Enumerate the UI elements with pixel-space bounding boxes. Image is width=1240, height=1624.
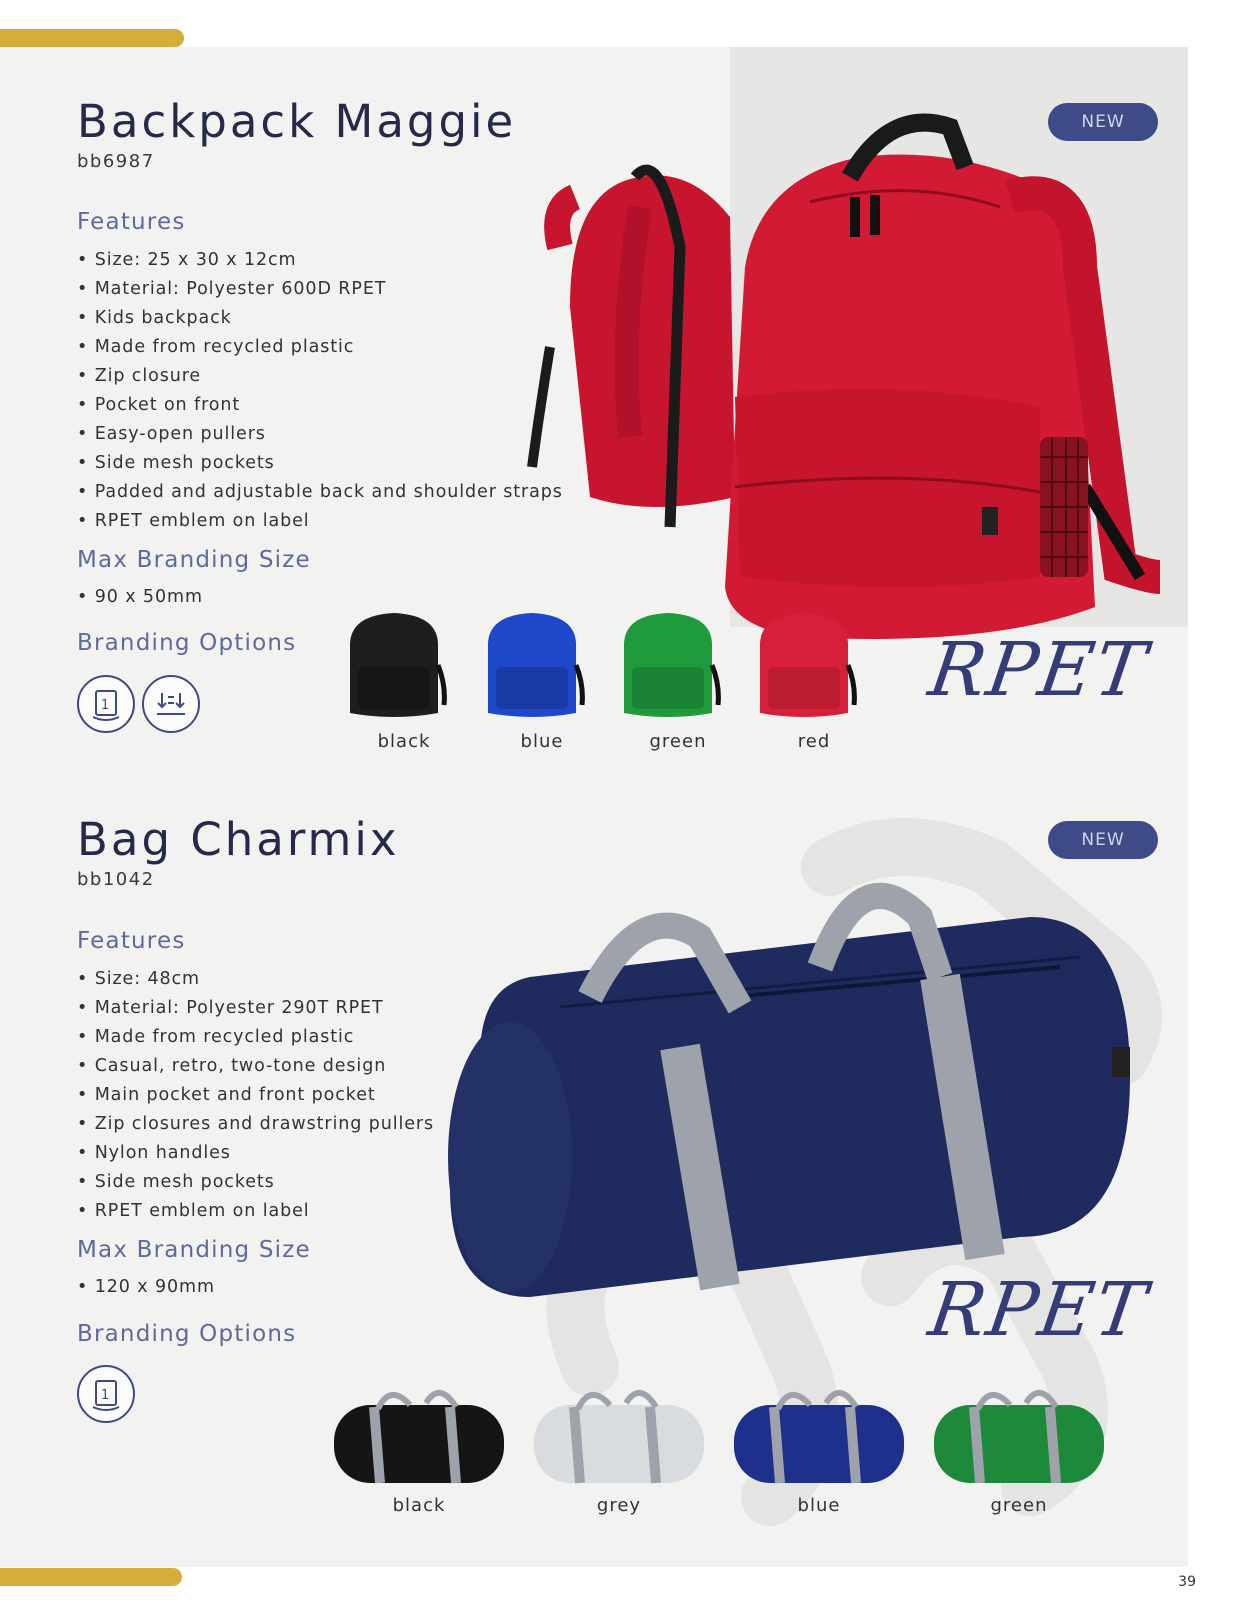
list-item: • Made from recycled plastic (77, 1023, 434, 1052)
list-item: • Zip closures and drawstring pullers (77, 1110, 434, 1139)
branding-options-heading: Branding Options (77, 1321, 297, 1347)
branding-size-value: • 90 x 50mm (77, 583, 203, 612)
list-item: • Zip closure (77, 362, 563, 391)
list-item: • Material: Polyester 290T RPET (77, 994, 434, 1023)
bottom-accent-bar (0, 1568, 182, 1586)
color-label-blue: blue (797, 1495, 841, 1516)
transfer-print-icon (142, 675, 200, 733)
swatch-blue (730, 1389, 908, 1489)
new-badge: NEW (1048, 103, 1158, 141)
branding-size-heading: Max Branding Size (77, 1237, 311, 1263)
list-item: • Casual, retro, two-tone design (77, 1052, 434, 1081)
print-on-fabric-icon (77, 675, 135, 733)
product-title: Backpack Maggie (77, 95, 517, 148)
product-title: Bag Charmix (77, 813, 400, 866)
list-item: • Easy-open pullers (77, 420, 563, 449)
branding-size-list (77, 583, 203, 612)
list-item: • Made from recycled plastic (77, 333, 563, 362)
features-heading: Features (77, 209, 186, 235)
top-accent-bar (0, 29, 184, 47)
list-item: • Nylon handles (77, 1139, 434, 1168)
rpet-logo: RPET (923, 627, 1153, 713)
list-item: • Kids backpack (77, 304, 563, 333)
color-label-grey: grey (596, 1495, 642, 1516)
backpack-main-image (520, 107, 1188, 647)
swatch-green (614, 605, 722, 725)
list-item: • Size: 25 x 30 x 12cm (77, 246, 563, 275)
rpet-logo: RPET (923, 1267, 1153, 1353)
print-on-fabric-icon (77, 1365, 135, 1423)
swatch-blue (478, 605, 586, 725)
product-bag-charmix (0, 787, 1188, 1567)
color-label-black: black (377, 731, 431, 752)
product-code: bb1042 (77, 869, 155, 890)
list-item: • Size: 48cm (77, 965, 434, 994)
swatch-black (340, 605, 448, 725)
list-item: • RPET emblem on label (77, 1197, 434, 1226)
branding-size-heading: Max Branding Size (77, 547, 311, 573)
list-item: • RPET emblem on label (77, 507, 563, 536)
new-badge: NEW (1048, 821, 1158, 859)
swatch-green (930, 1389, 1108, 1489)
page-number: 39 (1178, 1574, 1196, 1590)
svg-text:1: 1 (101, 698, 110, 713)
swatch-black (330, 1389, 508, 1489)
list-item: • Side mesh pockets (77, 449, 563, 478)
color-label-red: red (797, 731, 831, 752)
list-item: • Pocket on front (77, 391, 563, 420)
catalog-panel (0, 47, 1188, 1567)
color-label-green: green (990, 1495, 1048, 1516)
list-item: • Material: Polyester 600D RPET (77, 275, 563, 304)
product-backpack-maggie (0, 47, 1188, 807)
swatch-red (750, 605, 858, 725)
features-list (77, 965, 434, 1226)
branding-size-value: • 120 x 90mm (77, 1273, 215, 1302)
color-label-green: green (649, 731, 707, 752)
swatch-grey (530, 1389, 708, 1489)
branding-options-heading: Branding Options (77, 630, 297, 656)
list-item: • Main pocket and front pocket (77, 1081, 434, 1110)
duffel-main-image (440, 857, 1160, 1297)
svg-text:1: 1 (101, 1388, 110, 1403)
features-list (77, 246, 563, 536)
color-label-black: black (392, 1495, 446, 1516)
list-item: • Padded and adjustable back and shoulder straps (77, 478, 563, 507)
product-code: bb6987 (77, 151, 155, 172)
list-item: • Side mesh pockets (77, 1168, 434, 1197)
color-label-blue: blue (520, 731, 564, 752)
branding-size-list (77, 1273, 215, 1302)
features-heading: Features (77, 928, 186, 954)
